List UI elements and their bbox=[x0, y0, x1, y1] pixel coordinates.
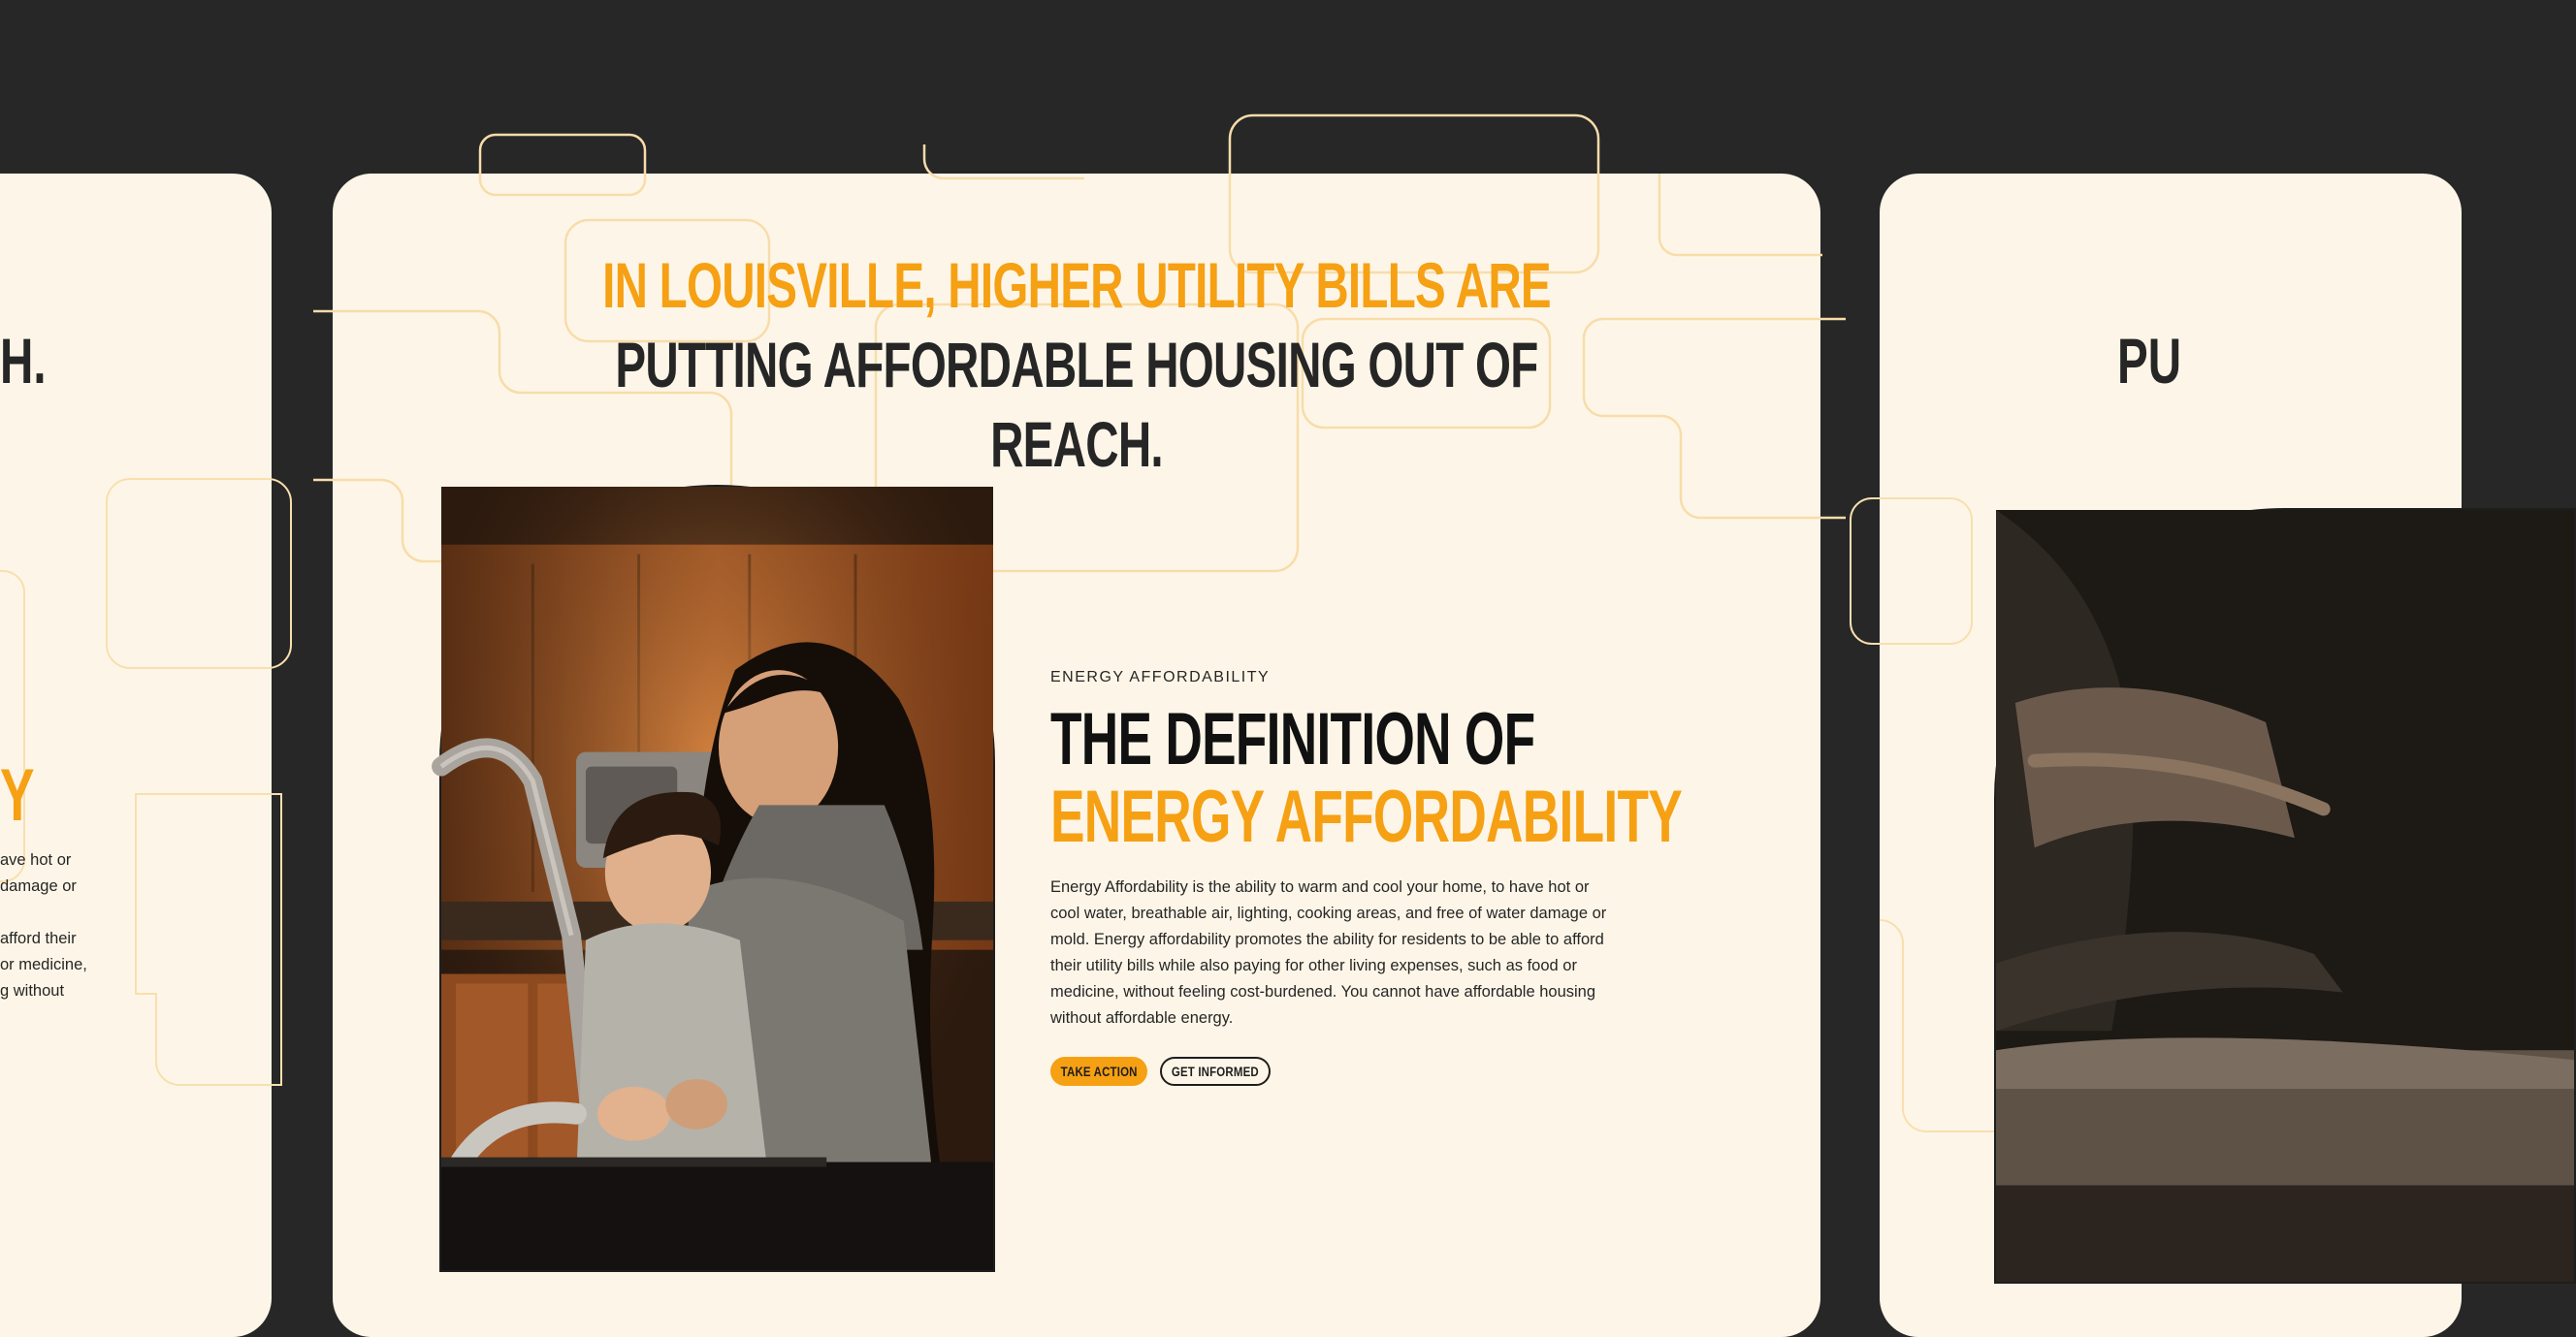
headline-line-accent: IN LOUISVILLE, HIGHER UTILITY BILLS ARE bbox=[602, 249, 1551, 321]
photo-illustration bbox=[441, 487, 993, 1270]
right-headline-fragment: PU bbox=[2117, 325, 2182, 397]
main-card bbox=[333, 174, 1820, 1337]
section-title bbox=[1050, 698, 1683, 858]
left-body-line bbox=[0, 900, 136, 926]
section-title-accent: ENERGY AFFORDABILITY bbox=[1050, 776, 1683, 858]
get-informed-button[interactable] bbox=[1160, 1057, 1271, 1086]
right-photo bbox=[1994, 508, 2576, 1284]
page-headline bbox=[541, 245, 1612, 484]
section-body: Energy Affordability is the ability to warm and cool your home, to have hot or cool water, breathable air, lighting, cooking areas, and free of water damage or mold. Energy affordability promotes the ability for residents to be able to afford their utility bills while also paying for other living expenses, such as food or medicine, without feeling cost-burdened. You cannot have affordable housing without affordable energy. bbox=[1050, 878, 1607, 1027]
take-action-button[interactable] bbox=[1050, 1057, 1147, 1086]
mother-child-photo bbox=[439, 485, 995, 1272]
photo-illustration bbox=[1996, 510, 2574, 1282]
section-title-line: THE DEFINITION OF bbox=[1050, 698, 1535, 780]
take-action-label: TAKE ACTION bbox=[1060, 1064, 1138, 1079]
left-body-fragment bbox=[0, 847, 136, 1004]
left-headline-fragment: H. bbox=[0, 325, 47, 397]
left-body-line: ave hot or bbox=[0, 851, 72, 869]
left-body-line: damage or bbox=[0, 877, 77, 895]
section-eyebrow: ENERGY AFFORDABILITY bbox=[1050, 669, 1271, 685]
left-body-line: g without bbox=[0, 982, 65, 1000]
left-title-fragment: Y bbox=[0, 754, 35, 837]
left-body-line: afford their bbox=[0, 930, 77, 947]
get-informed-label: GET INFORMED bbox=[1172, 1064, 1259, 1079]
left-card-preview bbox=[0, 174, 272, 1337]
left-body-line: or medicine, bbox=[0, 956, 87, 973]
headline-line-main: PUTTING AFFORDABLE HOUSING OUT OF REACH. bbox=[615, 329, 1538, 480]
right-card-preview bbox=[1880, 174, 2462, 1337]
